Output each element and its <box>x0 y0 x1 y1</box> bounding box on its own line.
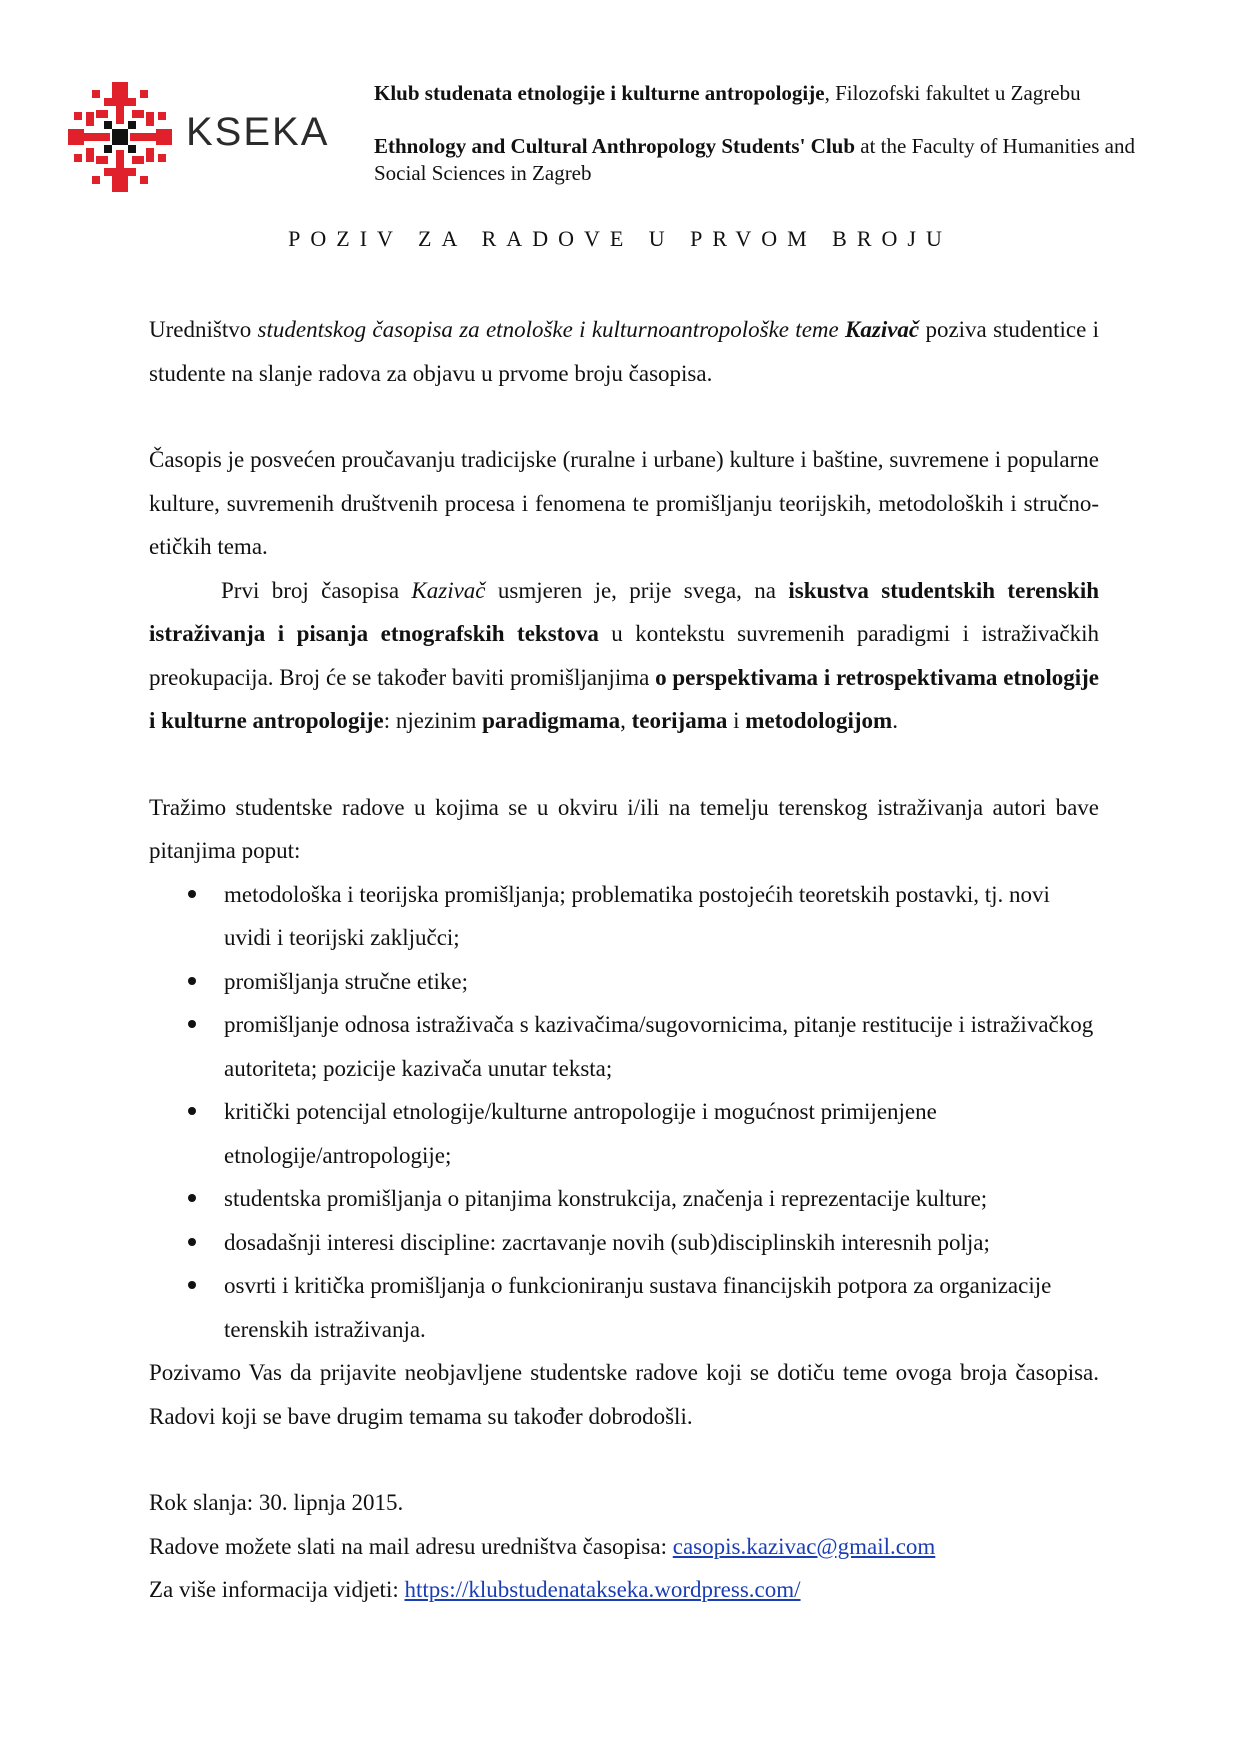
document-body <box>149 308 1099 1612</box>
list-item: kritički potencijal etnologije/kulturne antropologije i mogućnost primijenjene etnologije/antropologije; <box>224 1090 1099 1177</box>
kseka-logo <box>68 82 348 192</box>
list-item: metodološka i teorijska promišljanja; problematika postojećih teoretskih postavki, tj. novi uvidi i teorijski zaključci; <box>224 873 1099 960</box>
list-item: osvrti i kritička promišljanja o funkcioniranju sustava financijskih potpora za organizacije terenskih istraživanja. <box>224 1264 1099 1351</box>
web-line: Za više informacija vidjeti: https://klubstudenatakseka.wordpress.com/ <box>149 1577 801 1602</box>
org-name-english: Ethnology and Cultural Anthropology Students' Club at the Faculty of Humanities and Social Sciences in Zagreb <box>374 134 1135 185</box>
page-title: POZIV ZA RADOVE U PRVOM BROJU <box>288 226 952 251</box>
deadline: Rok slanja: 30. lipnja 2015. <box>149 1490 404 1515</box>
topics-intro: Tražimo studentske radove u kojima se u okviru i/ili na temelju terenskog istraživanja autori bave pitanjima poput: <box>149 794 1099 863</box>
focus-paragraph: Prvi broj časopisa Kazivač usmjeren je, prije svega, na iskustva studentskih terenskih istraživanja i pisanja etnografskih tekstova u kontekstu suvremenih paradigmi i istraživačkih preokupacija. Broj će se također baviti promišljanjima o perspektivama i retrospektivama etnologije i kulturne antropologije: njezinim paradigmama, teorijama i metodologijom. <box>149 577 1100 733</box>
organization-header <box>374 80 1174 213</box>
website-link[interactable]: https://klubstudenatakseka.wordpress.com/ <box>404 1577 801 1602</box>
list-item: promišljanje odnosa istraživača s kazivačima/sugovornicima, pitanje restitucije i istraživačkog autoriteta; pozicije kazivača unutar teksta; <box>224 1003 1099 1090</box>
email-line: Radove možete slati na mail adresu uredništva časopisa: casopis.kazivac@gmail.com <box>149 1533 936 1559</box>
scope-paragraph: Časopis je posvećen proučavanju tradicijske (ruralne i urbane) kulture i baštine, suvremene i popularne kulture, suvremenih društvenih procesa i fenomena te promišljanju teorijskih, metodoloških i stručno-etičkih tema. <box>149 447 1099 559</box>
logo-wordmark: KSEKA <box>186 110 330 154</box>
intro-paragraph: Uredništvo studentskog časopisa za etnološke i kulturnoantropološke teme Kazivač poziva studentice i studente na slanje radova za objavu u prvome broju časopisa. <box>149 317 1100 386</box>
list-item: promišljanja stručne etike; <box>224 960 1099 1004</box>
ornament-cross-icon <box>68 82 172 192</box>
topics-list <box>149 873 1099 1352</box>
closing-paragraph: Pozivamo Vas da prijavite neobjavljene studentske radove koji se dotiču teme ovoga broja časopisa. Radovi koji se bave drugim temama su također dobrodošli. <box>149 1360 1099 1429</box>
list-item: studentska promišljanja o pitanjima konstrukcija, značenja i reprezentacije kulture; <box>224 1177 1099 1221</box>
email-link[interactable]: casopis.kazivac@gmail.com <box>672 1533 936 1559</box>
org-name-croatian: Klub studenata etnologije i kulturne antropologije, Filozofski fakultet u Zagrebu <box>374 81 1081 105</box>
list-item: dosadašnji interesi discipline: zacrtavanje novih (sub)disciplinskih interesnih polja; <box>224 1221 1099 1265</box>
